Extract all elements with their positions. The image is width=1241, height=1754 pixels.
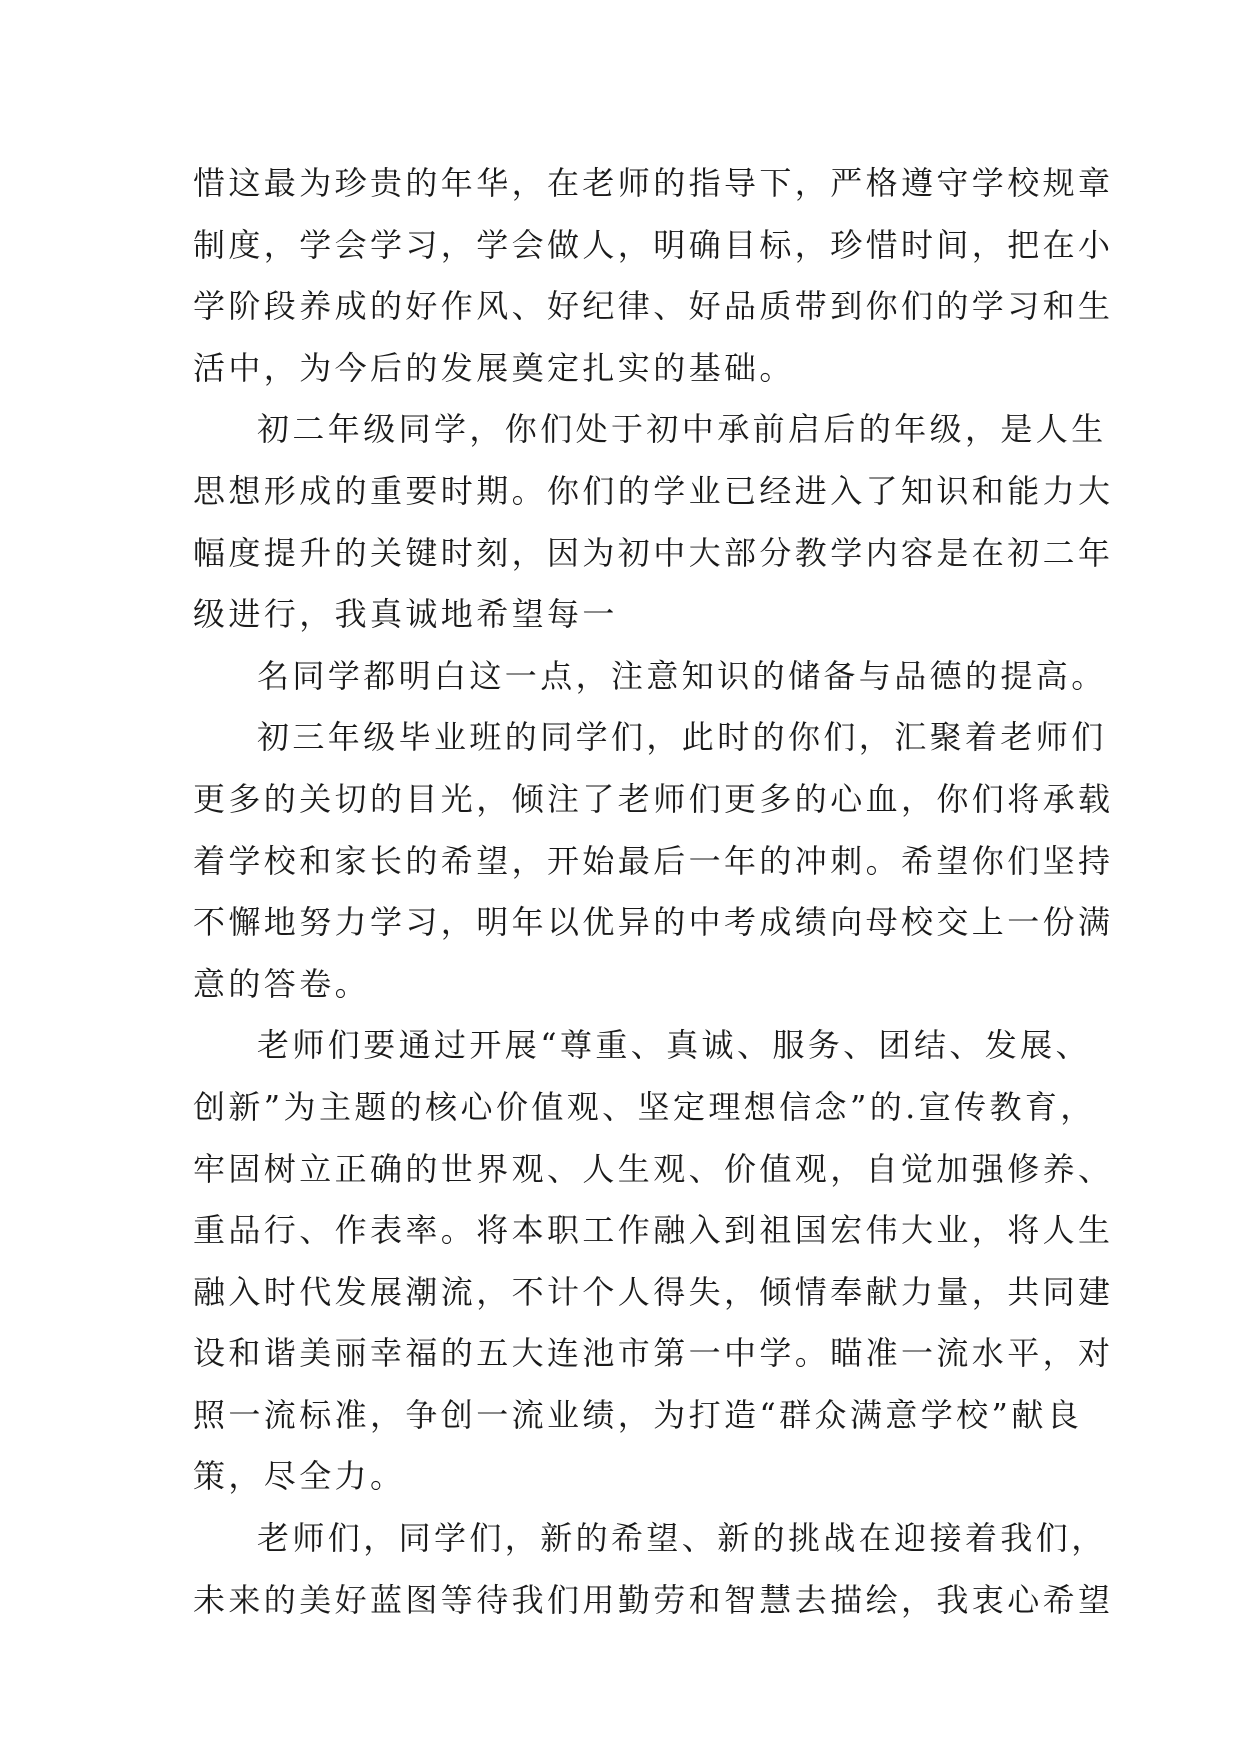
text-line: 惜这最为珍贵的年华，在老师的指导下，严格遵守学校规章 <box>193 164 1114 202</box>
text-line: 融入时代发展潮流，不计个人得失，倾情奉献力量，共同建 <box>193 1272 1114 1311</box>
text-line: 初三年级毕业班的同学们，此时的你们，汇聚着老师们 <box>257 718 1107 757</box>
text-line: 不懈地努力学习，明年以优异的中考成绩向母校交上一份满 <box>193 903 1114 942</box>
text-line: 策，尽全力。 <box>193 1457 406 1496</box>
text-line: 学阶段养成的好作风、好纪律、好品质带到你们的学习和生 <box>193 287 1114 326</box>
text-line: 老师们，同学们，新的希望、新的挑战在迎接着我们， <box>257 1519 1107 1558</box>
text-line: 级进行，我真诚地希望每一 <box>193 595 618 634</box>
text-line: 更多的关切的目光，倾注了老师们更多的心血，你们将承载 <box>193 779 1114 818</box>
text-line: 创新”为主题的核心价值观、坚定理想信念”的.宣传教育， <box>193 1087 1096 1126</box>
text-line: 意的答卷。 <box>193 964 371 1003</box>
text-line: 设和谐美丽幸福的五大连池市第一中学。瞄准一流水平，对 <box>193 1334 1114 1373</box>
text-line: 未来的美好蓝图等待我们用勤劳和智慧去描绘，我衷心希望 <box>193 1580 1114 1619</box>
text-line: 制度，学会学习，学会做人，明确目标，珍惜时间，把在小 <box>193 225 1114 264</box>
text-line: 名同学都明白这一点，注意知识的储备与品德的提高。 <box>257 656 1107 695</box>
text-line: 思想形成的重要时期。你们的学业已经进入了知识和能力大 <box>193 471 1114 510</box>
text-line: 活中，为今后的发展奠定扎实的基础。 <box>193 348 795 387</box>
text-line: 着学校和家长的希望，开始最后一年的冲刺。希望你们坚持 <box>193 841 1114 880</box>
text-line: 重品行、作表率。将本职工作融入到祖国宏伟大业，将人生 <box>193 1211 1114 1250</box>
text-line: 幅度提升的关键时刻，因为初中大部分教学内容是在初二年 <box>193 533 1114 572</box>
text-line: 老师们要通过开展“尊重、真诚、服务、团结、发展、 <box>257 1026 1091 1065</box>
document-body <box>193 153 1114 1631</box>
text-line: 照一流标准，争创一流业绩，为打造“群众满意学校”献良 <box>193 1395 1083 1434</box>
text-line: 牢固树立正确的世界观、人生观、价值观，自觉加强修养、 <box>193 1149 1114 1188</box>
text-line: 初二年级同学，你们处于初中承前启后的年级，是人生 <box>257 410 1107 449</box>
